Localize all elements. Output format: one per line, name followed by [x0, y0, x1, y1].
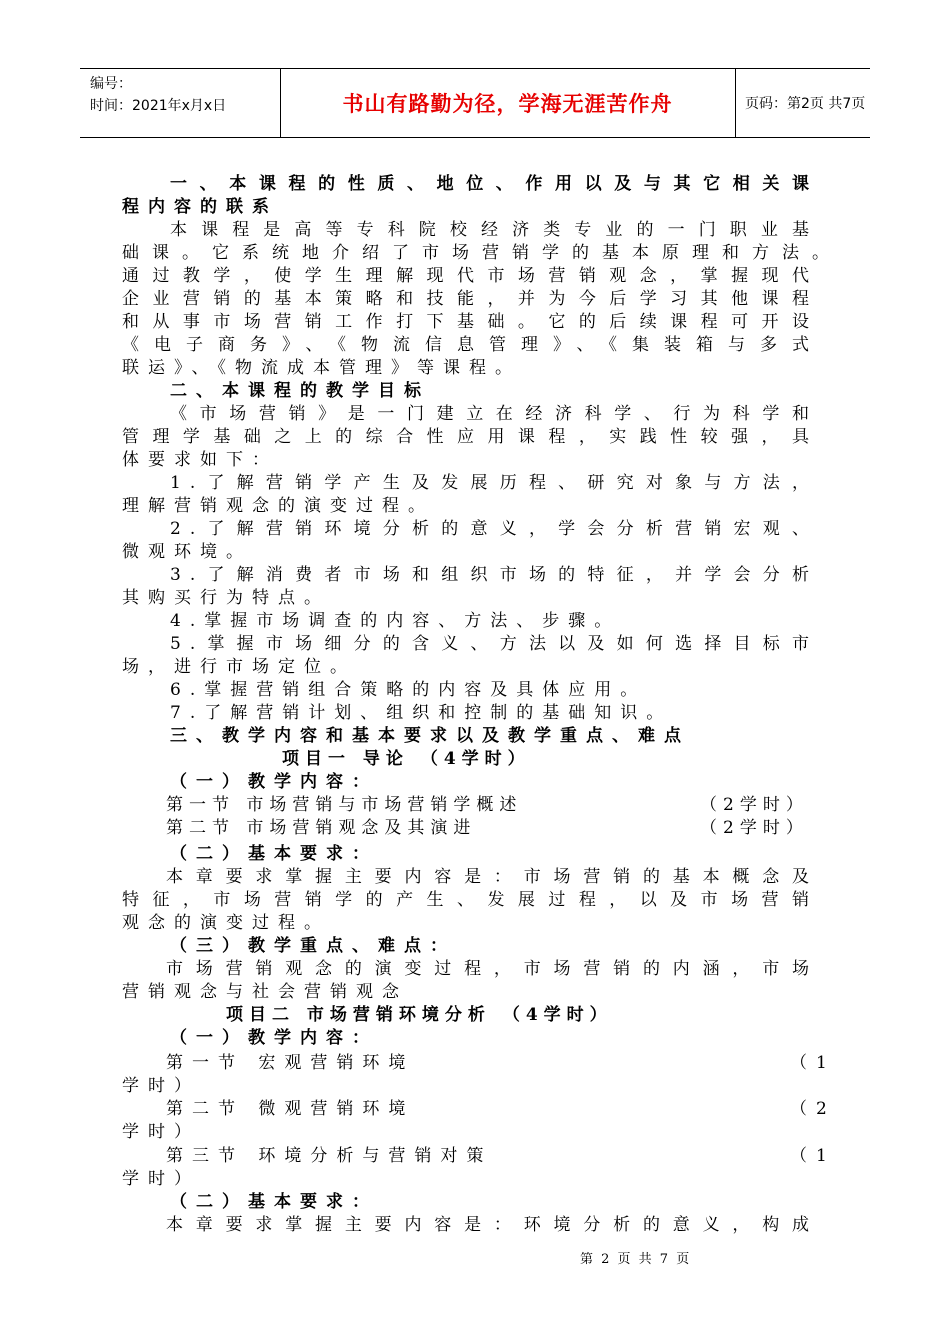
lesson-item: 第三节 环境分析与营销对策: [166, 1146, 493, 1166]
section-heading-3: 三、教学内容和基本要求以及教学重点、难点: [170, 726, 690, 746]
paragraph-line: 企业营销的基本策略和技能，并为今后学习其他课程: [122, 289, 818, 309]
paragraph-line: 础课。它系统地介绍了市场营销学的基本原理和方法。: [122, 243, 838, 263]
lesson-hours: （1: [790, 1053, 836, 1073]
header-info-cell: [80, 69, 281, 137]
objective-item: 5.掌握市场细分的含义、方法以及如何选择目标市: [170, 634, 818, 654]
lesson-item: 第二节 微观营销环境: [166, 1099, 415, 1119]
lesson-hours: （1: [790, 1146, 836, 1166]
section-heading-1: 一、本课程的性质、地位、作用以及与其它相关课: [170, 174, 818, 194]
header-motto-cell: [280, 69, 736, 137]
page-footer: 第 2 页 共 7 页: [580, 1252, 692, 1267]
section-heading-1-cont: 程内容的联系: [122, 197, 278, 217]
lesson-hours-cont: 学时）: [122, 1169, 200, 1189]
objective-item: 2.了解营销环境分析的意义，学会分析营销宏观、: [170, 519, 818, 539]
lesson-item: 第二节 市场营销观念及其演进: [166, 818, 477, 838]
objective-item-cont: 理解营销观念的演变过程。: [122, 496, 434, 516]
paragraph-line: 通过教学，使学生理解现代市场营销观念，掌握现代: [122, 266, 818, 286]
objective-item: 4.掌握市场调查的内容、方法、步骤。: [170, 611, 621, 631]
project-title: 项目一 导论 （4学时）: [282, 749, 531, 769]
sub-heading: （一）教学内容：: [170, 1028, 378, 1048]
sub-heading: （一）教学内容：: [170, 772, 378, 792]
paragraph-line: 和从事市场营销工作打下基础。它的后续课程可开设: [122, 312, 818, 332]
lesson-hours-cont: 学时）: [122, 1122, 200, 1142]
paragraph-line: 特征，市场营销学的产生、发展过程，以及市场营销: [122, 890, 818, 910]
objective-item-cont: 其购买行为特点。: [122, 588, 330, 608]
objective-item: 1.了解营销学产生及发展历程、研究对象与方法，: [170, 473, 818, 493]
time-label: 时间：2021年x月x日: [90, 98, 227, 114]
lesson-hours-cont: 学时）: [122, 1076, 200, 1096]
paragraph-line: 观念的演变过程。: [122, 913, 330, 933]
paragraph-line: 《市场营销》是一门建立在经济科学、行为科学和: [170, 404, 818, 424]
sub-heading: （二）基本要求：: [170, 844, 378, 864]
page-header: [80, 68, 870, 138]
paragraph-line: 市场营销观念的演变过程，市场营销的内涵，市场: [166, 959, 818, 979]
paragraph-line: 本章要求掌握主要内容是：环境分析的意义，构成: [166, 1215, 818, 1235]
paragraph-line: 本章要求掌握主要内容是：市场营销的基本概念及: [166, 867, 818, 887]
paragraph-line: 《电子商务》、《物流信息管理》、《集装箱与多式: [122, 335, 818, 355]
objective-item: 6.掌握营销组合策略的内容及具体应用。: [170, 680, 647, 700]
sub-heading: （二）基本要求：: [170, 1192, 378, 1212]
paragraph-line: 本课程是高等专科院校经济类专业的一门职业基: [170, 220, 818, 240]
project-title: 项目二 市场营销环境分析 （4学时）: [226, 1005, 613, 1025]
lesson-item: 第一节 市场营销与市场营销学概述: [166, 795, 523, 815]
section-heading-2: 二、本课程的教学目标: [170, 381, 430, 401]
motto: 书山有路勤为径，学海无涯苦作舟: [342, 92, 673, 116]
lesson-item: 第一节 宏观营销环境: [166, 1053, 415, 1073]
lesson-hours: （2学时）: [700, 818, 809, 838]
objective-item-cont: 微观环境。: [122, 542, 252, 562]
objective-item: 3.了解消费者市场和组织市场的特征，并学会分析: [170, 565, 818, 585]
doc-number-label: 编号：: [90, 76, 132, 92]
paragraph-line: 营销观念与社会营销观念: [122, 982, 408, 1002]
lesson-hours: （2学时）: [700, 795, 809, 815]
objective-item-cont: 场，进行市场定位。: [122, 657, 356, 677]
paragraph-line: 联运》、《物流成本管理》等课程。: [122, 358, 521, 378]
lesson-hours: （2: [790, 1099, 836, 1119]
objective-item: 7.了解营销计划、组织和控制的基础知识。: [170, 703, 673, 723]
paragraph-line: 管理学基础之上的综合性应用课程，实践性较强，具: [122, 427, 818, 447]
paragraph-line: 体要求如下：: [122, 450, 278, 470]
sub-heading: （三）教学重点、难点：: [170, 936, 456, 956]
page-number-label: 页码：第2页 共7页: [745, 96, 866, 112]
